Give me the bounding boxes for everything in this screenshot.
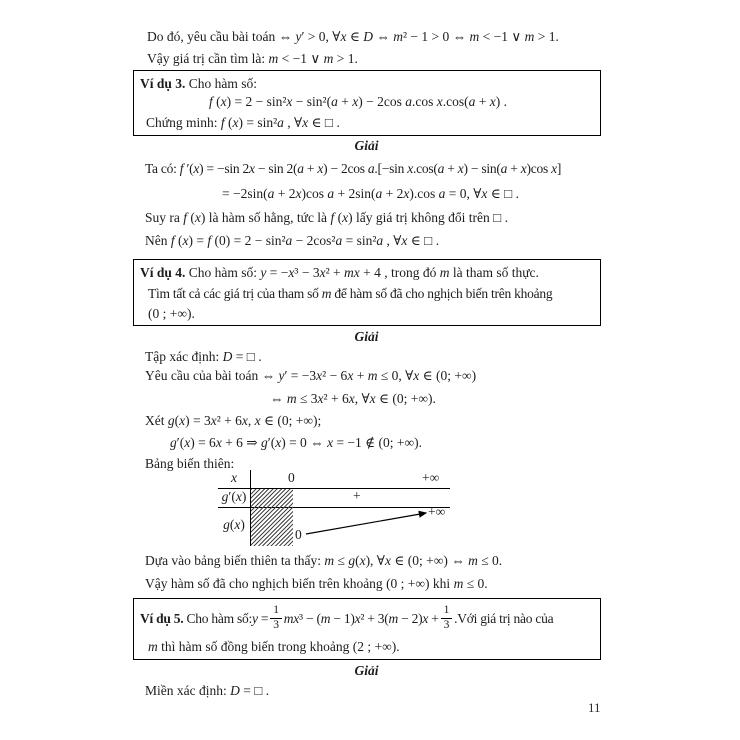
ex3-step-2: = −2sin(a + 2x)cos a + 2sin(a + 2x).cos a = 0, ∀x ∈ □ . [222, 186, 520, 201]
intro-text-1: Do đó, yêu cầu bài toán [147, 29, 279, 44]
bbt-sign-plus: + [353, 488, 361, 503]
example4-label: Ví dụ 4. [140, 265, 186, 280]
example4-title [140, 263, 539, 282]
ex3-step4-formula: f (x) = f (0) = 2 − sin²a − 2cos²a = sin²a , ∀x ∈ □ . [170, 233, 440, 248]
example5-line2-formula: (2 ; +∞). [352, 639, 400, 654]
example4-line2-a: Tìm tất cả các giá trị của tham số [148, 286, 322, 301]
ex4-step1-text: Tập xác định: [145, 349, 223, 364]
ex3-step1-formula: f ′(x) = −sin 2x − sin 2(a + x) − 2cos a.[−sin x.cos(a + x) − sin(a + x)cos x] [179, 161, 562, 176]
example5-dot: . [454, 610, 458, 626]
fraction-numerator-2: 1 [441, 604, 453, 618]
increasing-arrow [303, 508, 433, 538]
ex3-step3-d: f (x) [330, 210, 353, 225]
ex4-conclusion-1 [145, 551, 502, 570]
bbt-g-min-value: 0 [295, 527, 302, 542]
bbt-g-max-value: +∞ [428, 504, 446, 519]
example5-formula-b: mx³ − (m − 1)x² + 3(m − 2)x + [283, 610, 439, 626]
ex4-concl2-a: Vậy hàm số đã cho nghịch biến trên khoảng [145, 576, 387, 591]
ex4-concl2-e: . [484, 576, 488, 591]
ex4-concl2-b: (0 ; +∞) [386, 576, 430, 591]
intro-line-1 [147, 27, 559, 46]
ex4-concl2-c: khi [429, 576, 454, 591]
example4-tail: là tham số thực. [449, 265, 539, 280]
intro-line-2 [147, 49, 358, 68]
fraction-denominator: 3 [273, 618, 279, 631]
bbt-x-value-inf: +∞ [422, 470, 440, 485]
ex4-conclusion-2 [145, 574, 488, 593]
example5-formula-a: y = [252, 610, 269, 626]
example5-title [140, 601, 553, 635]
example5-line2-text: thì hàm số đồng biến trong khoảng [157, 639, 353, 654]
variation-table-label: Bảng biến thiên: [145, 456, 235, 471]
ex4-step2-formula: ⇔ y′ = −3x² − 6x + m ≤ 0, ∀x ∈ (0; +∞) [261, 368, 477, 383]
ex3-step-1 [145, 159, 561, 178]
fraction-one-third-2 [441, 604, 453, 631]
fraction-numerator: 1 [270, 604, 282, 618]
ex4-step-3: ⇔ m ≤ 3x² + 6x, ∀x ∈ (0; +∞). [270, 391, 436, 406]
example4-line-3: (0 ; +∞). [148, 306, 195, 321]
page-number: 11 [588, 700, 601, 715]
ex4-step-1 [145, 347, 262, 366]
example4-mid: trong đó [387, 265, 440, 280]
example5-box [133, 598, 601, 660]
fraction-one-third [270, 604, 282, 631]
example3-prove-line [146, 113, 340, 132]
example3-prove-text: Chứng minh: [146, 115, 221, 130]
bbt-gprime-header: g′(x) [221, 489, 247, 504]
ex5-step1-formula: D = □ . [230, 683, 270, 698]
ex3-step1-text: Ta có: [145, 161, 180, 176]
ex4-step4-formula: g(x) = 3x² + 6x, x ∈ (0; +∞); [167, 413, 322, 428]
example3-label: Ví dụ 3. [140, 76, 186, 91]
variation-table [218, 470, 458, 546]
example4-line2-m: m [321, 286, 332, 301]
ex4-step-4 [145, 411, 321, 430]
example3-intro: Cho hàm số: [185, 76, 258, 91]
ex4-step1-formula: D = □ . [222, 349, 262, 364]
example5-label: Ví dụ 5. [140, 610, 184, 626]
ex4-concl2-d: m ≤ 0 [453, 576, 485, 591]
example4-intro: Cho hàm số: [185, 265, 261, 280]
bbt-g-header: g(x) [223, 517, 245, 532]
example4-param: m [439, 265, 450, 280]
ex3-step3-b: f (x) [183, 210, 206, 225]
ex3-step3-c: là hàm số hằng, tức là [205, 210, 331, 225]
ex4-concl1-text: Dựa vào bảng biến thiên ta thấy: [145, 553, 325, 568]
solution-heading-1: Giải [354, 138, 379, 153]
ex3-step-3 [145, 208, 508, 227]
fraction-denominator-2: 3 [443, 618, 450, 631]
intro-formula-1: ⇔ y′ > 0, ∀x ∈ D ⇔ m² − 1 > 0 ⇔ m < −1 ∨ m > 1. [278, 29, 559, 44]
ex5-step1-text: Miền xác định: [145, 683, 231, 698]
example4-box [133, 259, 601, 326]
example5-intro: Cho hàm số: [183, 610, 253, 626]
example3-formula: f (x) = 2 − sin²x − sin²(a + x) − 2cos a.cos x.cos(a + x) . [209, 94, 507, 109]
excluded-region-hatch [251, 489, 293, 546]
example5-tail: Với giá trị nào của [457, 610, 554, 626]
ex4-step-5: g′(x) = 6x + 6 ⇒ g′(x) = 0 ⇔ x = −1 ∉ (0; +∞). [170, 435, 423, 450]
example3-prove-formula: f (x) = sin²a , ∀x ∈ □ . [220, 115, 340, 130]
example5-line2-m: m [148, 639, 158, 654]
solution-heading-3: Giải [354, 663, 379, 678]
bbt-x-value-0: 0 [288, 470, 295, 485]
ex4-step4-text: Xét [145, 413, 168, 428]
ex3-step3-a: Suy ra [145, 210, 184, 225]
ex3-step-4 [145, 231, 439, 250]
ex5-step-1 [145, 681, 269, 700]
ex3-step4-text: Nên [145, 233, 171, 248]
intro-formula-2: m < −1 ∨ m > 1. [268, 51, 358, 66]
bbt-x-header: x [231, 470, 237, 485]
example4-line2-b: để hàm số đã cho nghịch biến trên khoảng [331, 286, 553, 301]
example3-title [140, 74, 257, 93]
ex4-concl1-formula: m ≤ g(x), ∀x ∈ (0; +∞) ⇔ m ≤ 0. [324, 553, 503, 568]
ex3-step3-e: lấy giá trị không đổi trên □ . [352, 210, 509, 225]
example3-box [133, 70, 601, 136]
solution-heading-2: Giải [354, 329, 379, 344]
example4-formula: y = −x³ − 3x² + mx + 4 , [260, 265, 388, 280]
intro-text-2: Vậy giá trị cần tìm là: [147, 51, 269, 66]
ex4-step-2 [145, 366, 476, 385]
example4-line-2 [148, 284, 552, 303]
example5-line-2 [148, 637, 400, 656]
ex4-step2-text: Yêu cầu của bài toán [145, 368, 262, 383]
